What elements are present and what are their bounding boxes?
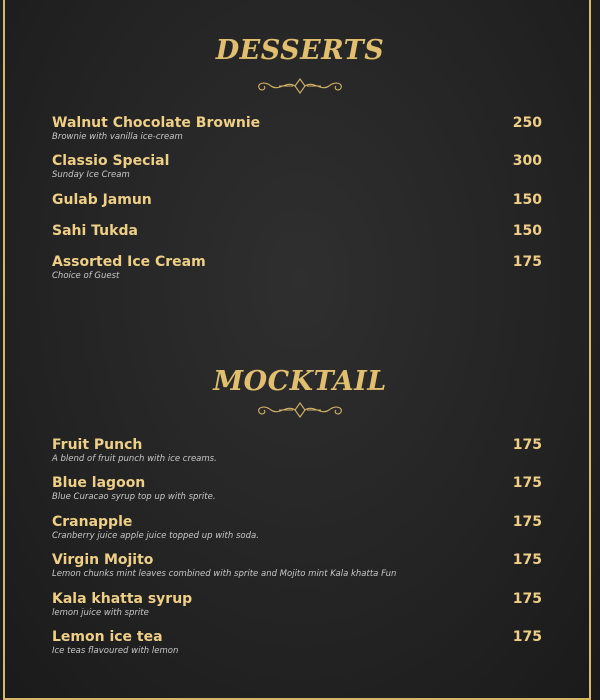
item-description: lemon juice with sprite	[52, 608, 149, 618]
menu-item	[52, 437, 542, 465]
item-price: 150	[512, 192, 542, 208]
menu-item	[52, 153, 542, 181]
item-description: A blend of fruit punch with ice creams.	[52, 454, 217, 464]
item-price: 150	[512, 223, 542, 239]
menu-item	[52, 115, 542, 143]
item-description: Choice of Guest	[52, 271, 120, 281]
item-description: Ice teas flavoured with lemon	[52, 646, 179, 656]
ornament-divider-icon	[253, 77, 347, 95]
item-price: 175	[512, 629, 542, 645]
item-description: Lemon chunks mint leaves combined with sprite and Mojito mint Kala khatta Fun	[52, 569, 397, 579]
item-name: Classio Special	[52, 153, 170, 169]
menu-item	[52, 475, 542, 503]
item-price: 175	[512, 591, 542, 607]
ornament-divider-icon	[253, 401, 347, 419]
menu-item	[52, 629, 542, 657]
item-description: Brownie with vanilla ice-cream	[52, 132, 183, 142]
item-name: Virgin Mojito	[52, 552, 154, 568]
item-name: Blue lagoon	[52, 475, 146, 491]
menu-item	[52, 223, 542, 240]
item-description: Blue Curacao syrup top up with sprite.	[52, 492, 216, 502]
menu-item	[52, 192, 542, 209]
item-name: Cranapple	[52, 514, 133, 530]
item-price: 175	[512, 514, 542, 530]
item-name: Walnut Chocolate Brownie	[52, 115, 261, 131]
menu-item	[52, 514, 542, 542]
menu-item	[52, 552, 542, 580]
section-title: DESSERTS	[215, 35, 385, 66]
item-name: Lemon ice tea	[52, 629, 163, 645]
menu-item	[52, 254, 542, 282]
item-name: Kala khatta syrup	[52, 591, 193, 607]
item-name: Fruit Punch	[52, 437, 143, 453]
item-price: 250	[512, 115, 542, 131]
item-price: 175	[512, 437, 542, 453]
item-name: Gulab Jamun	[52, 192, 152, 208]
section-title: MOCKTAIL	[213, 366, 387, 397]
item-name: Assorted Ice Cream	[52, 254, 206, 270]
item-description: Sunday Ice Cream	[52, 170, 130, 180]
item-description: Cranberry juice apple juice topped up with soda.	[52, 531, 259, 541]
item-price: 175	[512, 552, 542, 568]
item-price: 175	[512, 254, 542, 270]
menu-item	[52, 591, 542, 619]
item-name: Sahi Tukda	[52, 223, 138, 239]
item-price: 300	[512, 153, 542, 169]
item-price: 175	[512, 475, 542, 491]
